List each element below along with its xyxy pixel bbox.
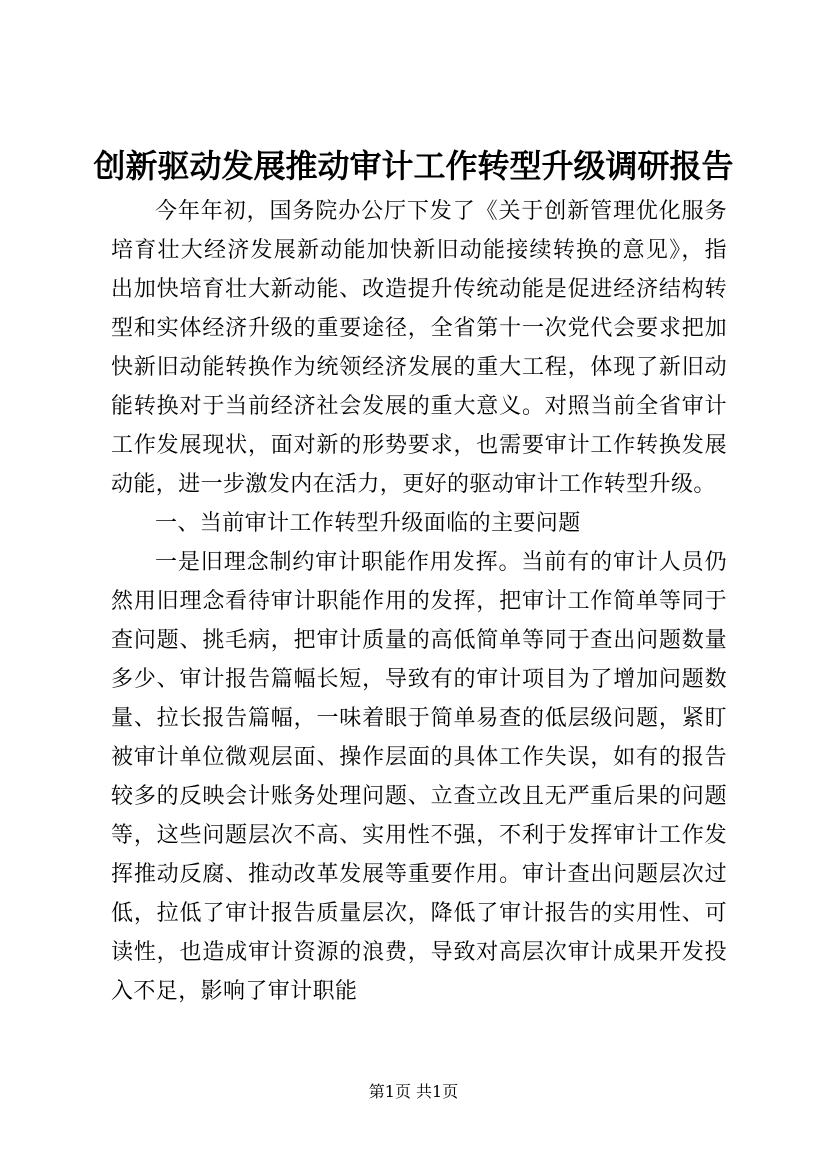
page-footer: 第1页 共1页 [368, 1082, 459, 1101]
document-title: 创新驱动发展推动审计工作转型升级调研报告 [93, 147, 734, 185]
intro-paragraph: 今年年初，国务院办公厅下发了《关于创新管理优化服务培育壮大经济发展新动能加快新旧动能接续转换的意见》，指出加快培育壮大新动能、改造提升传统动能是促进经济结构转型和实体经济升级的重要途径，全省第十一次党代会要求把加快新旧动能转换作为统领经济发展的重大工程，体现了新旧动能转换对于当前经济社会发展的重大意义。对照当前全省审计工作发展现状，面对新的形势要求，也需要审计工作转换发展动能，进一步激发内在活力，更好的驱动审计工作转型升级。 [111, 199, 727, 497]
problem-paragraph: 一是旧理念制约审计职能作用发挥。当前有的审计人员仍然用旧理念看待审计职能作用的发挥，把审计工作简单等同于查问题、挑毛病，把审计质量的高低简单等同于查出问题数量多少、审计报告篇幅长短，导致有的审计项目为了增加问题数量、拉长报告篇幅，一味着眼于简单易查的低层级问题，紧盯被审计单位微观层面、操作层面的具体工作失误，如有的报告较多的反映会计账务处理问题、立查立改且无严重后果的问题等，这些问题层次不高、实用性不强，不利于发挥审计工作发挥推动反腐、推动改革发展等重要作用。审计查出问题层次过低，拉低了审计报告质量层次，降低了审计报告的实用性、可读性，也造成审计资源的浪费，导致对高层次审计成果开发投入不足，影响了审计职能 [111, 550, 727, 1004]
document-body [111, 192, 727, 1011]
section-heading: 一、当前审计工作转型升级面临的主要问题 [155, 511, 581, 536]
